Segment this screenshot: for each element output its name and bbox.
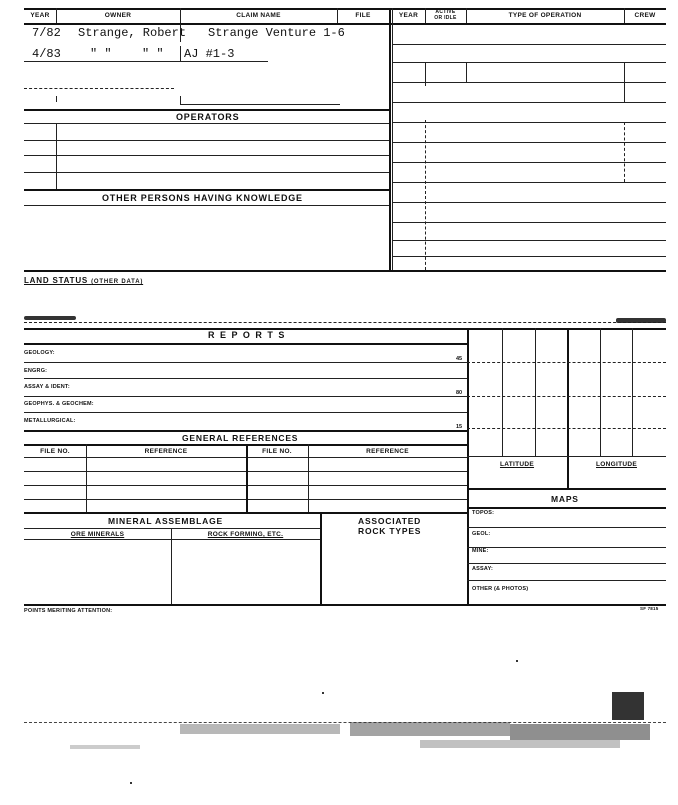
report-num-geology: 45 xyxy=(456,356,463,362)
report-label-assay: ASSAY & IDENT: xyxy=(24,384,70,390)
operators-heading: OPERATORS xyxy=(176,112,240,122)
general-references-heading: GENERAL REFERENCES xyxy=(182,433,299,443)
longitude-label: LONGITUDE xyxy=(596,461,637,468)
maps-heading: MAPS xyxy=(551,494,579,504)
genref-header-file-no-2: FILE NO. xyxy=(262,448,292,455)
report-label-geology: GEOLOGY: xyxy=(24,350,55,356)
points-meriting-attention: POINTS MERITING ATTENTION: xyxy=(24,608,113,614)
land-status-heading: LAND STATUS (OTHER DATA) xyxy=(24,276,144,285)
associated-rock-types-line2: ROCK TYPES xyxy=(358,526,422,536)
activity-header-idle: OR IDLE xyxy=(434,15,457,21)
report-label-geophys: GEOPHYS. & GEOCHEM: xyxy=(24,401,94,407)
associated-rock-types-line1: ASSOCIATED xyxy=(358,516,422,526)
form-code: SF 7815 xyxy=(640,606,659,611)
maps-other-photos: OTHER (& PHOTOS) xyxy=(472,586,529,592)
genref-header-file-no-1: FILE NO. xyxy=(40,448,70,455)
report-num-metallurgical: 15 xyxy=(456,424,463,430)
other-persons-heading: OTHER PERSONS HAVING KNOWLEDGE xyxy=(102,193,303,203)
maps-mine: MINE: xyxy=(472,548,489,554)
report-num-assay: 80 xyxy=(456,390,463,396)
genref-header-reference-2: REFERENCE xyxy=(366,448,409,455)
report-label-metallurgical: METALLURGICAL: xyxy=(24,418,76,424)
ore-minerals-header: ORE MINERALS xyxy=(70,531,125,538)
latitude-label: LATITUDE xyxy=(499,461,535,468)
rock-forming-header: ROCK FORMING, ETC. xyxy=(207,531,284,538)
col-header-owner: OWNER xyxy=(104,12,132,19)
claim-row-2-year: 4/83 xyxy=(32,47,61,61)
activity-header-active: ACTIVE xyxy=(435,9,456,15)
claim-row-2-claim: AJ #1-3 xyxy=(184,47,235,61)
claim-row-2-owner-ditto: " " xyxy=(142,47,164,61)
maps-topos: TOPOS: xyxy=(472,510,495,516)
activity-header-crew: CREW xyxy=(634,12,656,19)
col-header-year: YEAR xyxy=(30,12,50,19)
claim-row-1-year: 7/82 xyxy=(32,26,61,40)
claim-row-1-owner: Strange, Robert xyxy=(78,26,187,40)
activity-header-year: YEAR xyxy=(398,12,419,19)
activity-header-type: TYPE OF OPERATION xyxy=(508,12,582,19)
mineral-assemblage-heading: MINERAL ASSEMBLAGE xyxy=(108,516,223,526)
col-header-file: FILE xyxy=(355,12,371,19)
ink-smudge xyxy=(24,316,76,320)
report-label-engrg: ENGRG: xyxy=(24,368,48,374)
claim-row-1-claim: Strange Venture 1-6 xyxy=(208,26,345,40)
maps-geol: GEOL: xyxy=(472,531,491,537)
genref-header-reference-1: REFERENCE xyxy=(144,448,188,455)
reports-heading: R E P O R T S xyxy=(208,330,286,340)
col-header-claim-name: CLAIM NAME xyxy=(236,12,281,19)
maps-assay: ASSAY: xyxy=(472,566,494,572)
claim-row-2-owner: " " xyxy=(90,47,112,61)
